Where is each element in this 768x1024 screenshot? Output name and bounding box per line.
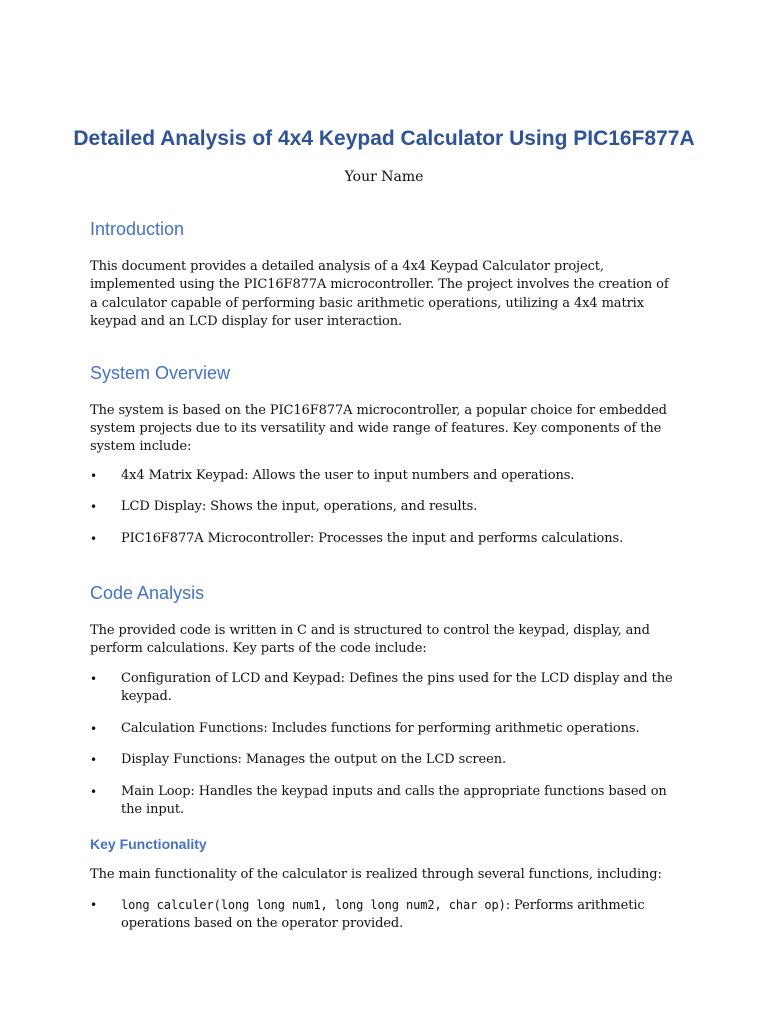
- key-functionality-list: [90, 896, 680, 934]
- function-signature-code: long calculer(long long num1, long long num2, char op): [121, 897, 506, 912]
- code-analysis-heading: Code Analysis: [90, 583, 205, 604]
- section-system-overview: [90, 358, 680, 578]
- document-title: Detailed Analysis of 4x4 Keypad Calculator Using PIC16F877A: [73, 127, 695, 150]
- list-item: [90, 896, 680, 934]
- bullet-icon: •: [90, 531, 97, 546]
- bullet-icon: •: [90, 897, 97, 912]
- list-item-text: Calculation Functions: Includes functions for performing arithmetic operations.: [121, 720, 640, 736]
- document-body: [90, 214, 680, 947]
- list-item-text: 4x4 Matrix Keypad: Allows the user to input numbers and operations.: [121, 467, 575, 483]
- list-item: [90, 530, 680, 548]
- list-item: [90, 670, 680, 707]
- code-analysis-paragraph: The provided code is written in C and is structured to control the keypad, display, and perform calculations. Key parts of the code include:: [90, 623, 650, 657]
- introduction-paragraph: This document provides a detailed analysis of a 4x4 Keypad Calculator project, implemented using the PIC16F877A microcontroller. The project involves the creation of a calculator capable of performing basic arithmetic operations, utilizing a 4x4 matrix keypad and an LCD display for user interaction.: [90, 259, 669, 330]
- list-item-text: : Performs arithmetic operations based on the operator provided.: [121, 897, 645, 932]
- list-item: [90, 467, 680, 485]
- section-code-analysis: [90, 578, 680, 834]
- list-item-text: Main Loop: Handles the keypad inputs and calls the appropriate functions based on the input.: [121, 783, 667, 817]
- system-overview-list: [90, 467, 680, 548]
- section-introduction: [90, 214, 680, 332]
- section-key-functionality: [90, 834, 680, 933]
- key-functionality-paragraph: The main functionality of the calculator is realized through several functions, including:: [90, 867, 662, 883]
- key-functionality-heading: Key Functionality: [90, 836, 207, 853]
- list-item: [90, 720, 680, 738]
- code-analysis-list: [90, 670, 680, 819]
- list-item-text: LCD Display: Shows the input, operations, and results.: [121, 499, 478, 515]
- list-item: [90, 498, 680, 516]
- system-overview-paragraph: The system is based on the PIC16F877A microcontroller, a popular choice for embedded system projects due to its versatility and wide range of features. Key components of the system include:: [90, 402, 667, 455]
- list-item-text: Display Functions: Manages the output on the LCD screen.: [121, 752, 507, 768]
- bullet-icon: •: [90, 500, 97, 515]
- list-item-text: Configuration of LCD and Keypad: Defines the pins used for the LCD display and the keypad.: [121, 670, 673, 705]
- introduction-heading: Introduction: [90, 219, 185, 239]
- author-name: Your Name: [344, 169, 424, 185]
- bullet-icon: •: [90, 468, 97, 483]
- system-overview-heading: System Overview: [90, 362, 231, 383]
- bullet-icon: •: [90, 721, 97, 736]
- bullet-icon: •: [90, 753, 97, 768]
- list-item: [90, 783, 680, 820]
- list-item-text: PIC16F877A Microcontroller: Processes the input and performs calculations.: [121, 530, 624, 546]
- bullet-icon: •: [90, 784, 97, 799]
- list-item: [90, 751, 680, 769]
- bullet-icon: •: [90, 671, 97, 686]
